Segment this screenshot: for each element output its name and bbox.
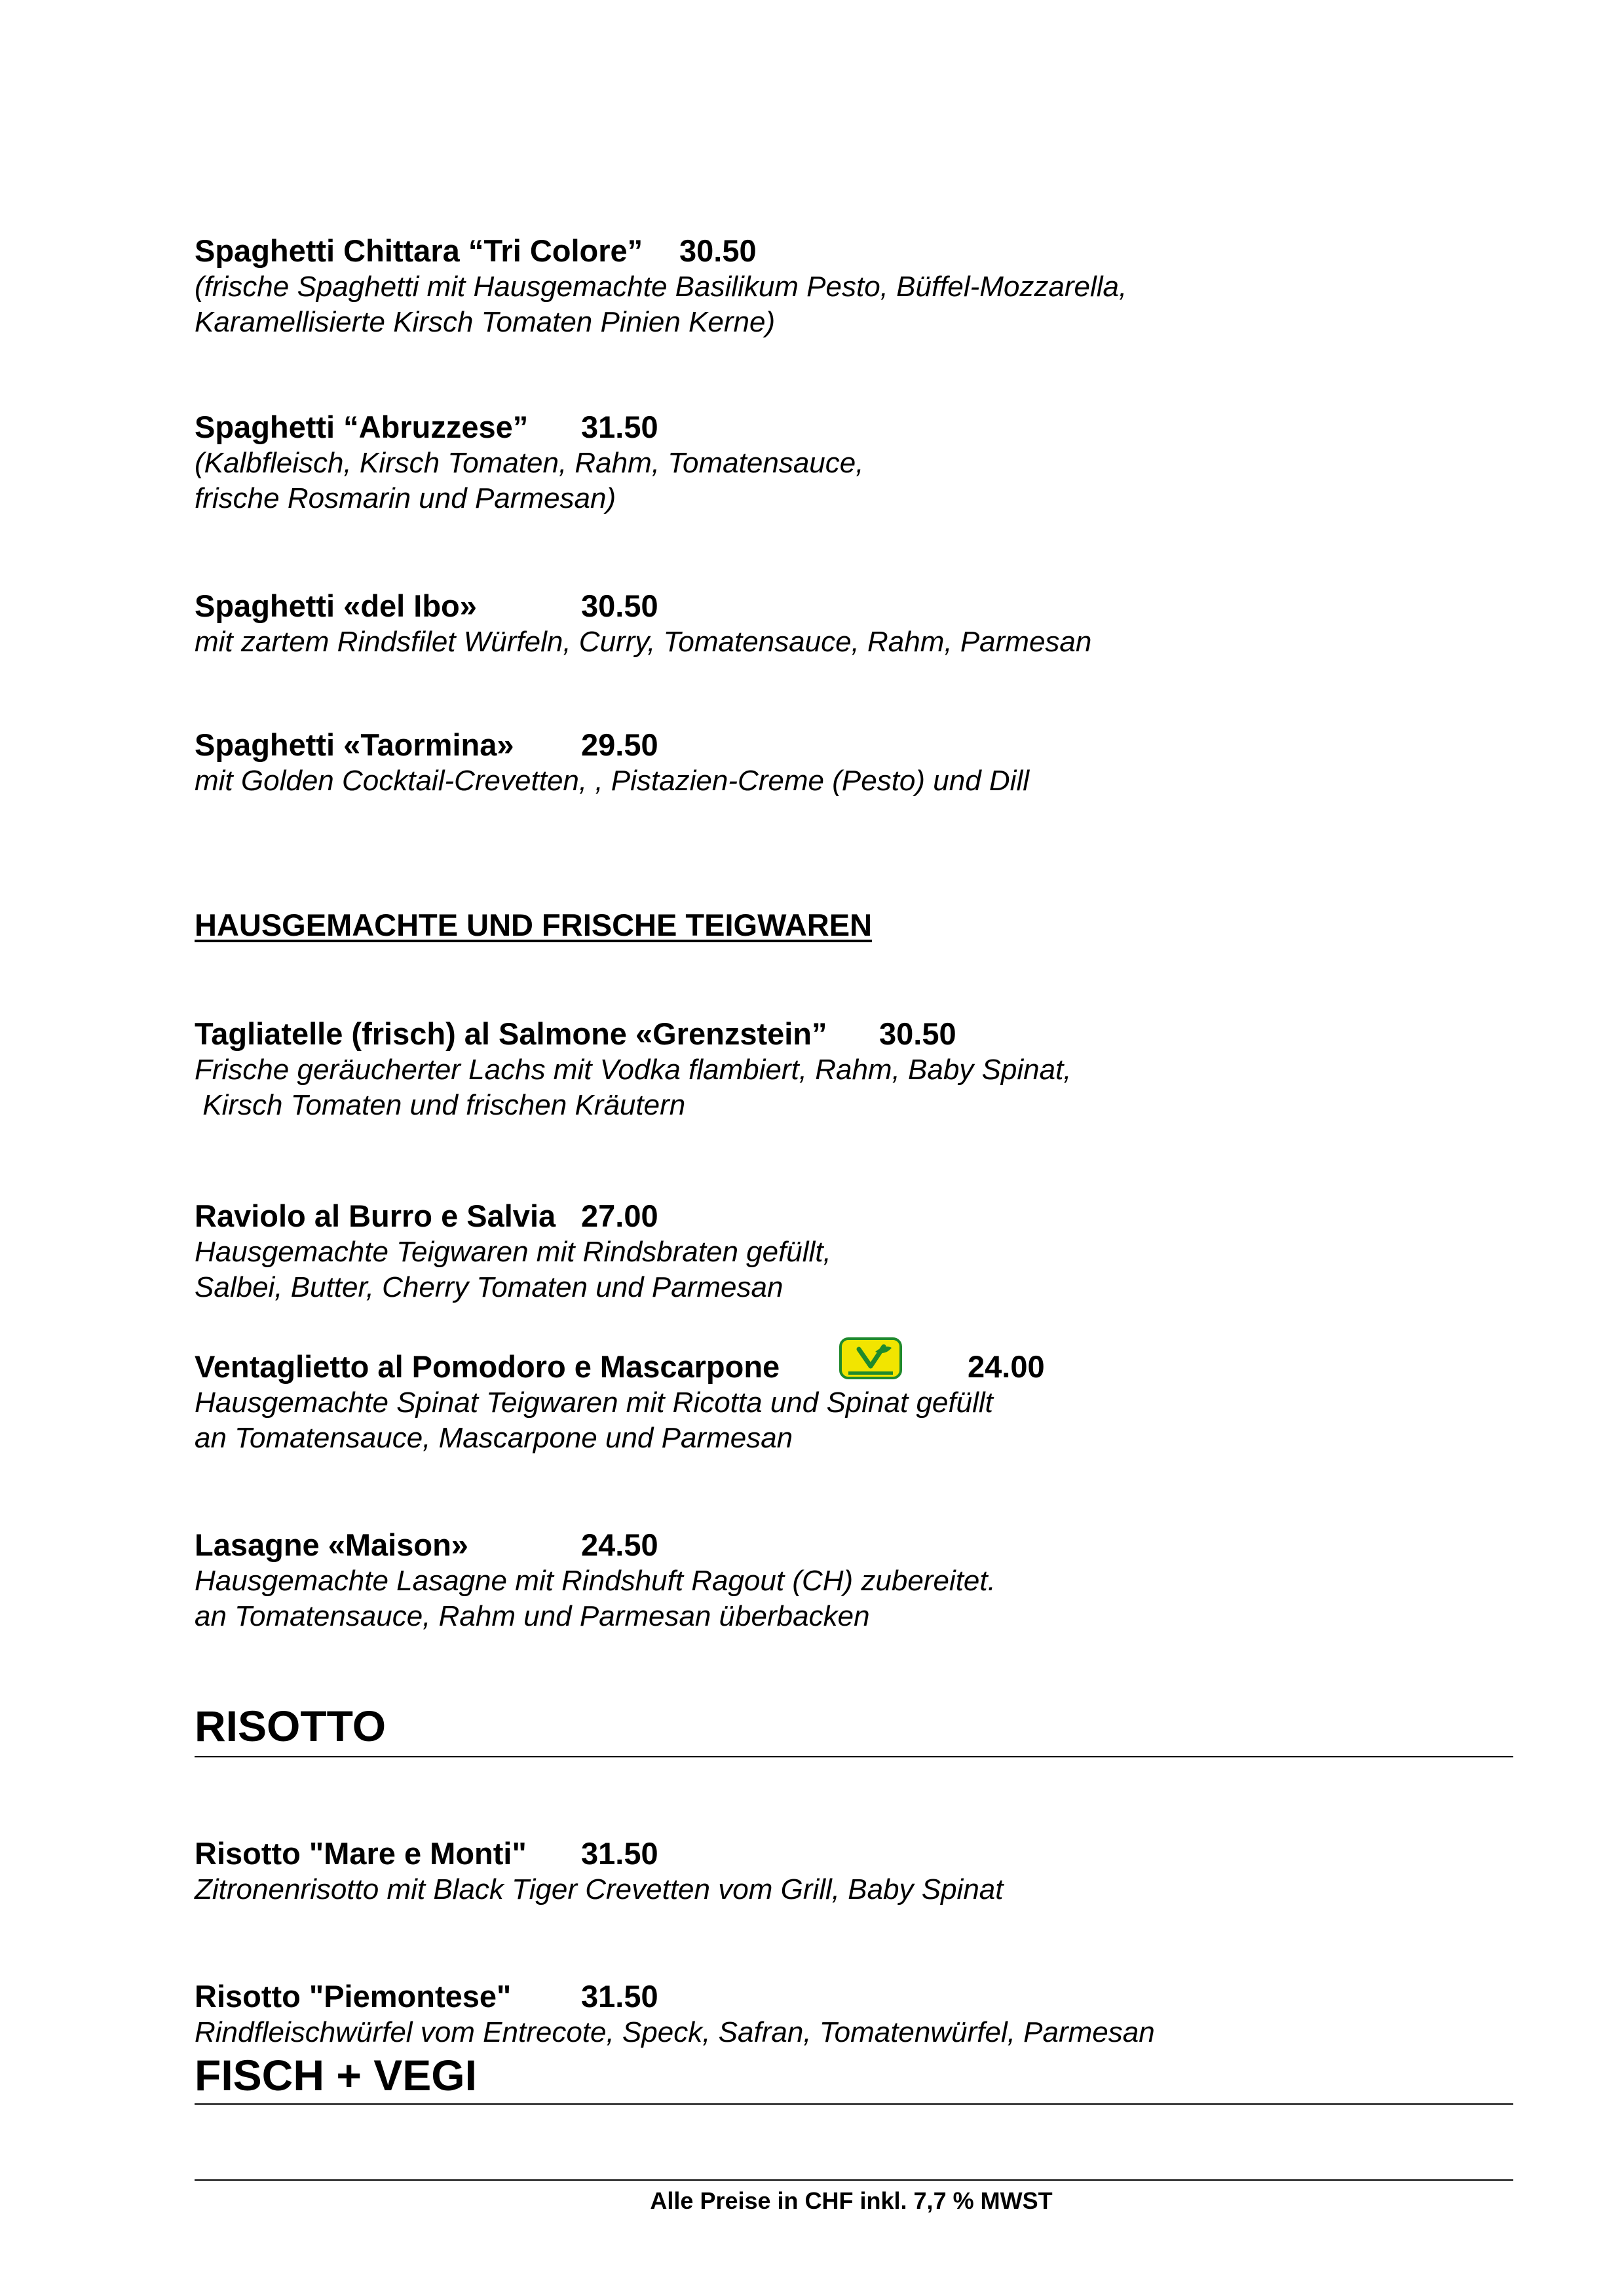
- dish-description: an Tomatensauce, Mascarpone und Parmesan: [195, 1422, 793, 1454]
- dish-description: Kirsch Tomaten und frischen Kräutern: [195, 1089, 686, 1121]
- dish-description: (frische Spaghetti mit Hausgemachte Basilikum Pesto, Büffel-Mozzarella,: [195, 271, 1127, 303]
- section-divider: [195, 1756, 1513, 1757]
- section-subheading: HAUSGEMACHTE UND FRISCHE TEIGWAREN: [195, 908, 873, 942]
- dish-description: Hausgemachte Spinat Teigwaren mit Ricotta und Spinat gefüllt: [195, 1387, 993, 1419]
- dish-description: Hausgemachte Teigwaren mit Rindsbraten gefüllt,: [195, 1236, 831, 1268]
- section-heading-fisch-vegi: FISCH + VEGI: [195, 2051, 477, 2099]
- dish-price: 24.00: [968, 1349, 1045, 1384]
- dish-name: Spaghetti “Abruzzese”: [195, 410, 529, 444]
- dish-name: Spaghetti Chittara “Tri Colore”: [195, 233, 643, 268]
- dish-description: (Kalbfleisch, Kirsch Tomaten, Rahm, Tomatensauce,: [195, 447, 864, 479]
- dish-description: mit Golden Cocktail-Crevetten, , Pistazien-Creme (Pesto) und Dill: [195, 765, 1030, 797]
- dish-description: frische Rosmarin und Parmesan): [195, 482, 616, 514]
- dish-name: Raviolo al Burro e Salvia: [195, 1198, 556, 1233]
- dish-description: Zitronenrisotto mit Black Tiger Crevetten vom Grill, Baby Spinat: [195, 1873, 1004, 1905]
- dish-description: an Tomatensauce, Rahm und Parmesan überbacken: [195, 1600, 870, 1632]
- dish-name: Tagliatelle (frisch) al Salmone «Grenzstein”: [195, 1016, 827, 1051]
- vegetarian-leaf-icon: [839, 1337, 902, 1379]
- footer-divider: [195, 2179, 1513, 2181]
- section-heading-risotto: RISOTTO: [195, 1702, 387, 1750]
- dish-description: Salbei, Butter, Cherry Tomaten und Parmesan: [195, 1271, 784, 1303]
- dish-description: Karamellisierte Kirsch Tomaten Pinien Kerne): [195, 306, 776, 338]
- dish-name: Risotto "Piemontese": [195, 1979, 512, 2014]
- dish-price: 24.50: [581, 1527, 658, 1562]
- dish-description: Frische geräucherter Lachs mit Vodka flambiert, Rahm, Baby Spinat,: [195, 1054, 1072, 1086]
- dish-name: Spaghetti «Taormina»: [195, 727, 514, 762]
- dish-name: Spaghetti «del Ibo»: [195, 588, 477, 623]
- dish-price: 31.50: [581, 1979, 658, 2014]
- dish-price: 30.50: [679, 233, 757, 268]
- dish-price: 27.00: [581, 1198, 658, 1233]
- dish-name: Lasagne «Maison»: [195, 1527, 468, 1562]
- dish-description: mit zartem Rindsfilet Würfeln, Curry, Tomatensauce, Rahm, Parmesan: [195, 626, 1092, 658]
- dish-name: Ventaglietto al Pomodoro e Mascarpone: [195, 1349, 780, 1384]
- dish-name: Risotto "Mare e Monti": [195, 1836, 527, 1871]
- section-divider: [195, 2103, 1513, 2105]
- dish-price: 31.50: [581, 1836, 658, 1871]
- dish-description: Hausgemachte Lasagne mit Rindshuft Ragout (CH) zubereitet.: [195, 1565, 996, 1597]
- dish-price: 29.50: [581, 727, 658, 762]
- dish-description: Rindfleischwürfel vom Entrecote, Speck, Safran, Tomatenwürfel, Parmesan: [195, 2016, 1155, 2048]
- dish-price: 30.50: [581, 588, 658, 623]
- dish-price: 31.50: [581, 410, 658, 444]
- dish-price: 30.50: [879, 1016, 956, 1051]
- price-footnote: Alle Preise in CHF inkl. 7,7 % MWST: [650, 2187, 1053, 2214]
